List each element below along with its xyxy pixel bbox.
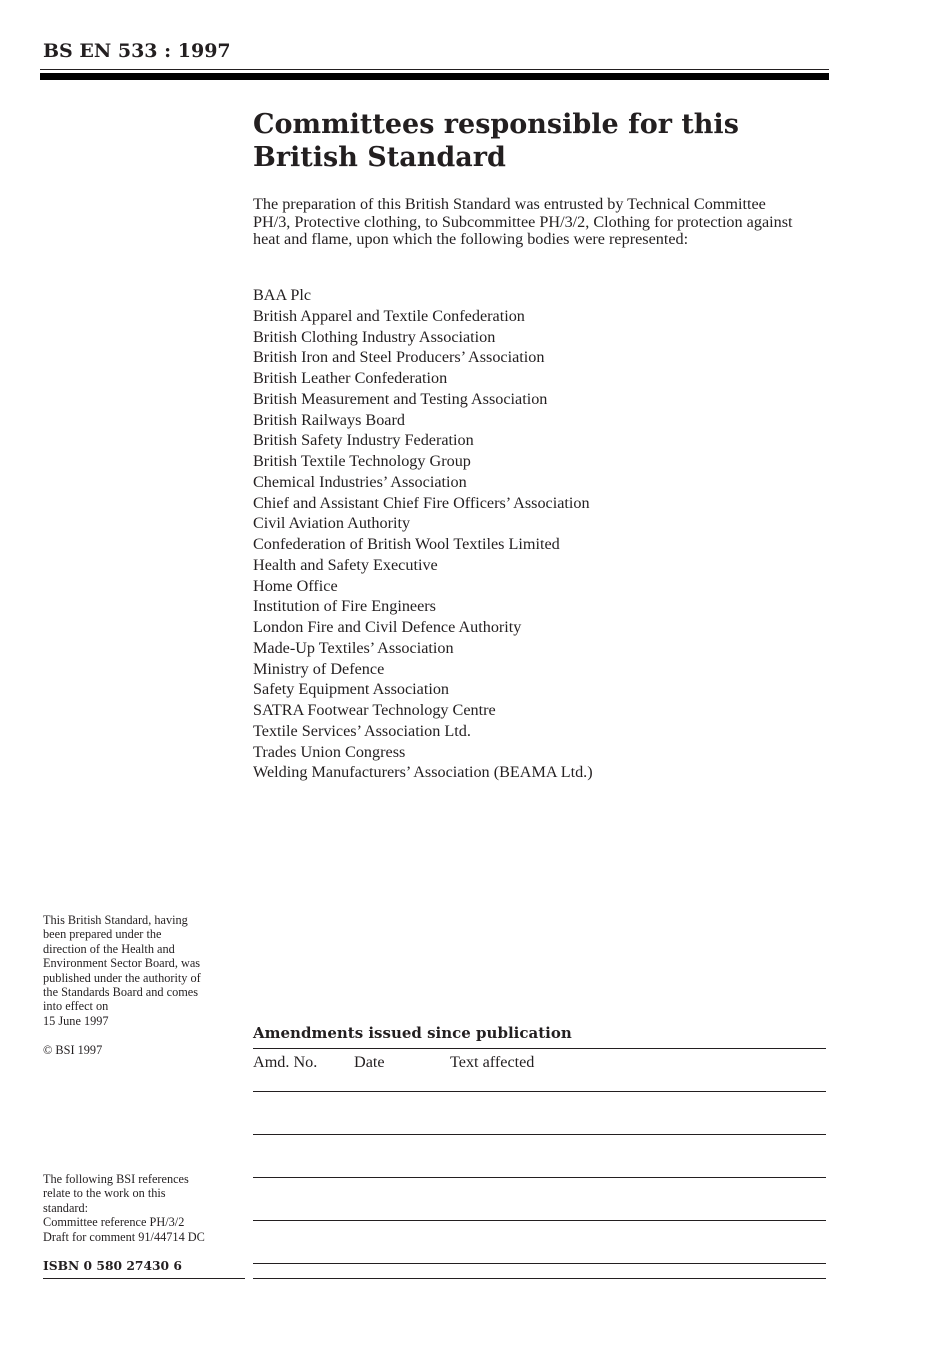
note-line: published under the authority of: [43, 970, 201, 985]
list-item: British Iron and Steel Producers’ Association: [253, 348, 545, 367]
list-item: Civil Aviation Authority: [253, 514, 411, 533]
title-line-1: Committees responsible for this: [253, 109, 739, 140]
reference-line: The following BSI references: [43, 1172, 189, 1186]
header-rule-thin: [40, 69, 829, 70]
note-line: 15 June 1997: [43, 1013, 109, 1028]
publication-note: [43, 913, 243, 1028]
list-item: Ministry of Defence: [253, 659, 385, 678]
list-item: Home Office: [253, 576, 338, 595]
list-item: Health and Safety Executive: [253, 555, 438, 574]
intro-line-2: PH/3, Protective clothing, to Subcommittee PH/3/2, Clothing for protection against: [253, 212, 793, 231]
reference-line: standard:: [43, 1200, 89, 1215]
intro-line-3: heat and flame, upon which the following bodies were represented:: [253, 230, 689, 248]
intro-paragraph: [253, 196, 828, 249]
table-rule: [253, 1134, 826, 1135]
column-header-amd-no: Amd. No.: [253, 1053, 318, 1071]
list-item: London Fire and Civil Defence Authority: [253, 618, 522, 636]
list-item: British Apparel and Textile Confederation: [253, 306, 525, 325]
note-line: into effect on: [43, 999, 109, 1014]
list-item: British Leather Confederation: [253, 369, 448, 387]
reference-line: Committee reference PH/3/2: [43, 1215, 185, 1230]
intro-line-1: The preparation of this British Standard was entrusted by Technical Committee: [253, 195, 766, 213]
list-item: British Textile Technology Group: [253, 452, 471, 470]
list-item: BAA Plc: [253, 286, 312, 304]
table-rule: [253, 1263, 826, 1264]
represented-bodies-list: [253, 285, 813, 783]
note-line: been prepared under the: [43, 927, 162, 942]
table-rule: [253, 1048, 826, 1049]
list-item: Chemical Industries’ Association: [253, 472, 467, 491]
list-item: Textile Services’ Association Ltd.: [253, 721, 471, 740]
note-line: This British Standard, having: [43, 913, 188, 927]
column-header-date: Date: [354, 1053, 385, 1071]
header-rule-thick: [40, 73, 829, 80]
note-line: direction of the Health and: [43, 941, 175, 956]
note-line: Environment Sector Board, was: [43, 956, 201, 971]
amendments-heading: Amendments issued since publication: [253, 1024, 572, 1042]
list-item: British Clothing Industry Association: [253, 327, 496, 346]
list-item: Safety Equipment Association: [253, 680, 450, 699]
note-line: the Standards Board and comes: [43, 985, 199, 1000]
copyright-notice: © BSI 1997: [43, 1043, 103, 1057]
title-line-2: British Standard: [253, 142, 506, 173]
reference-line: Draft for comment 91/44714 DC: [43, 1229, 205, 1244]
column-header-text-affected: Text affected: [450, 1053, 535, 1071]
list-item: British Railways Board: [253, 410, 405, 429]
list-item: Institution of Fire Engineers: [253, 597, 436, 616]
table-rule: [253, 1177, 826, 1178]
list-item: Confederation of British Wool Textiles Limited: [253, 535, 560, 553]
isbn: ISBN 0 580 27430 6: [43, 1258, 182, 1273]
list-item: Made-Up Textiles’ Association: [253, 638, 454, 657]
list-item: Trades Union Congress: [253, 742, 406, 761]
isbn-rule: [43, 1278, 245, 1279]
page-title: [253, 108, 813, 174]
list-item: Welding Manufacturers’ Association (BEAMA Ltd.): [253, 763, 593, 782]
standard-code: BS EN 533 : 1997: [43, 40, 231, 62]
list-item: SATRA Footwear Technology Centre: [253, 701, 496, 719]
list-item: Chief and Assistant Chief Fire Officers’ Association: [253, 493, 590, 512]
bsi-references: [43, 1172, 243, 1244]
table-rule: [253, 1220, 826, 1221]
table-rule: [253, 1091, 826, 1092]
list-item: British Safety Industry Federation: [253, 431, 474, 450]
table-rule: [253, 1278, 826, 1279]
list-item: British Measurement and Testing Association: [253, 389, 548, 408]
reference-line: relate to the work on this: [43, 1186, 166, 1201]
